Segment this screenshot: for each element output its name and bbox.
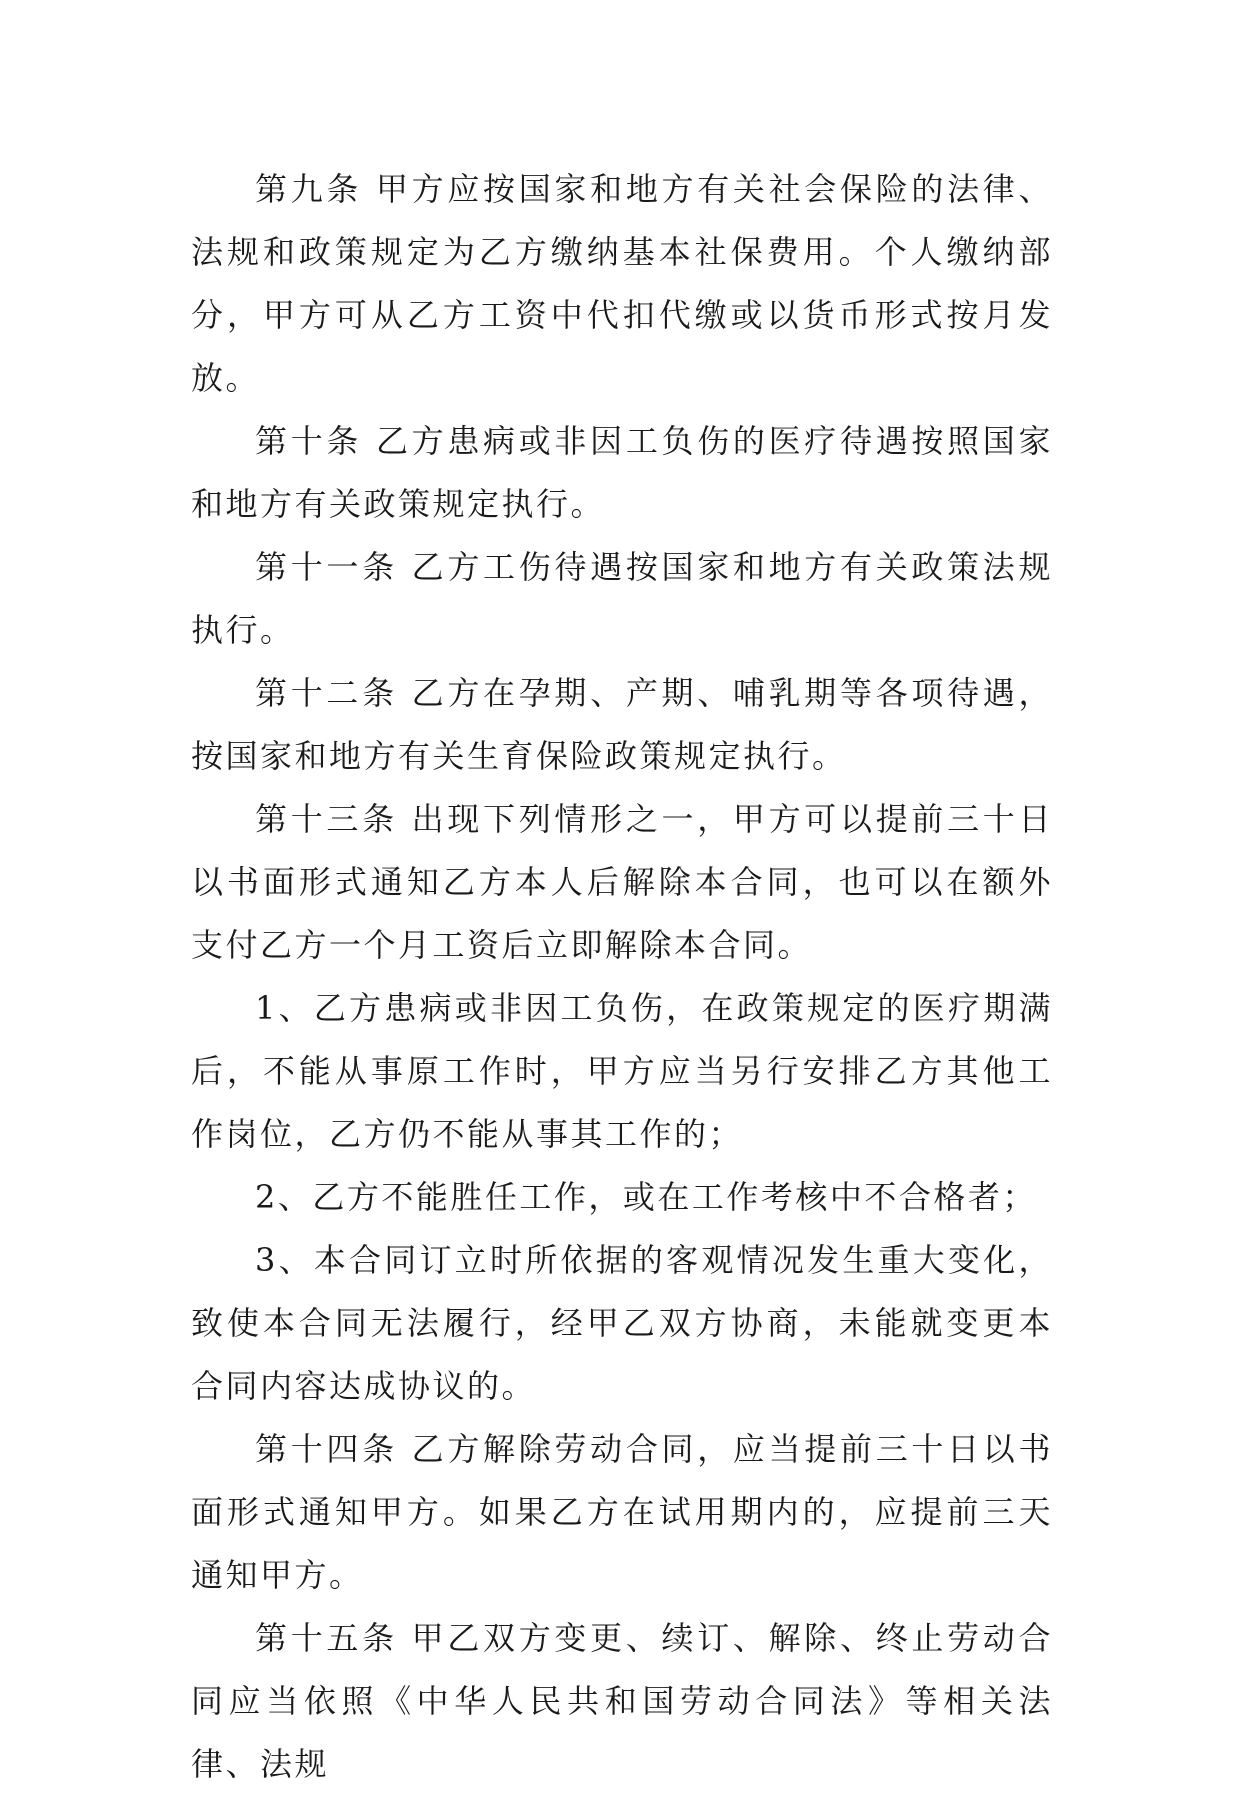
article-14-paragraph xyxy=(191,1418,1053,1607)
article-10-paragraph xyxy=(191,410,1053,536)
paragraph-text: 2、乙方不能胜任工作，或在工作考核中不合格者； xyxy=(255,1178,1037,1216)
paragraph-text: 第十二条 乙方在孕期、产期、哺乳期等各项待遇，按国家和地方有关生育保险政策规定执行。 xyxy=(191,674,1053,775)
paragraph-text: 第十一条 乙方工伤待遇按国家和地方有关政策法规执行。 xyxy=(191,548,1053,649)
article-13-item-3 xyxy=(191,1229,1053,1418)
article-15-paragraph xyxy=(191,1607,1053,1796)
article-11-paragraph xyxy=(191,536,1053,662)
article-13-item-1 xyxy=(191,977,1053,1166)
paragraph-text: 3、本合同订立时所依据的客观情况发生重大变化，致使本合同无法履行，经甲乙双方协商，未能就变更本合同内容达成协议的。 xyxy=(191,1241,1053,1405)
article-13-item-2 xyxy=(191,1166,1053,1229)
paragraph-text: 第十四条 乙方解除劳动合同，应当提前三十日以书面形式通知甲方。如果乙方在试用期内的，应提前三天通知甲方。 xyxy=(191,1430,1053,1594)
paragraph-text: 1、乙方患病或非因工负伤，在政策规定的医疗期满后，不能从事原工作时，甲方应当另行安排乙方其他工作岗位，乙方仍不能从事其工作的； xyxy=(191,989,1053,1153)
article-9-paragraph xyxy=(191,158,1053,410)
article-12-paragraph xyxy=(191,662,1053,788)
paragraph-text: 第十条 乙方患病或非因工负伤的医疗待遇按照国家和地方有关政策规定执行。 xyxy=(191,422,1053,523)
paragraph-text: 第十五条 甲乙双方变更、续订、解除、终止劳动合同应当依照《中华人民共和国劳动合同法》等相关法律、法规 xyxy=(191,1619,1053,1783)
article-13-paragraph xyxy=(191,788,1053,977)
paragraph-text: 第十三条 出现下列情形之一，甲方可以提前三十日以书面形式通知乙方本人后解除本合同，也可以在额外支付乙方一个月工资后立即解除本合同。 xyxy=(191,800,1053,964)
document-body xyxy=(191,158,1053,1796)
paragraph-text: 第九条 甲方应按国家和地方有关社会保险的法律、法规和政策规定为乙方缴纳基本社保费用。个人缴纳部分，甲方可从乙方工资中代扣代缴或以货币形式按月发放。 xyxy=(191,170,1053,397)
